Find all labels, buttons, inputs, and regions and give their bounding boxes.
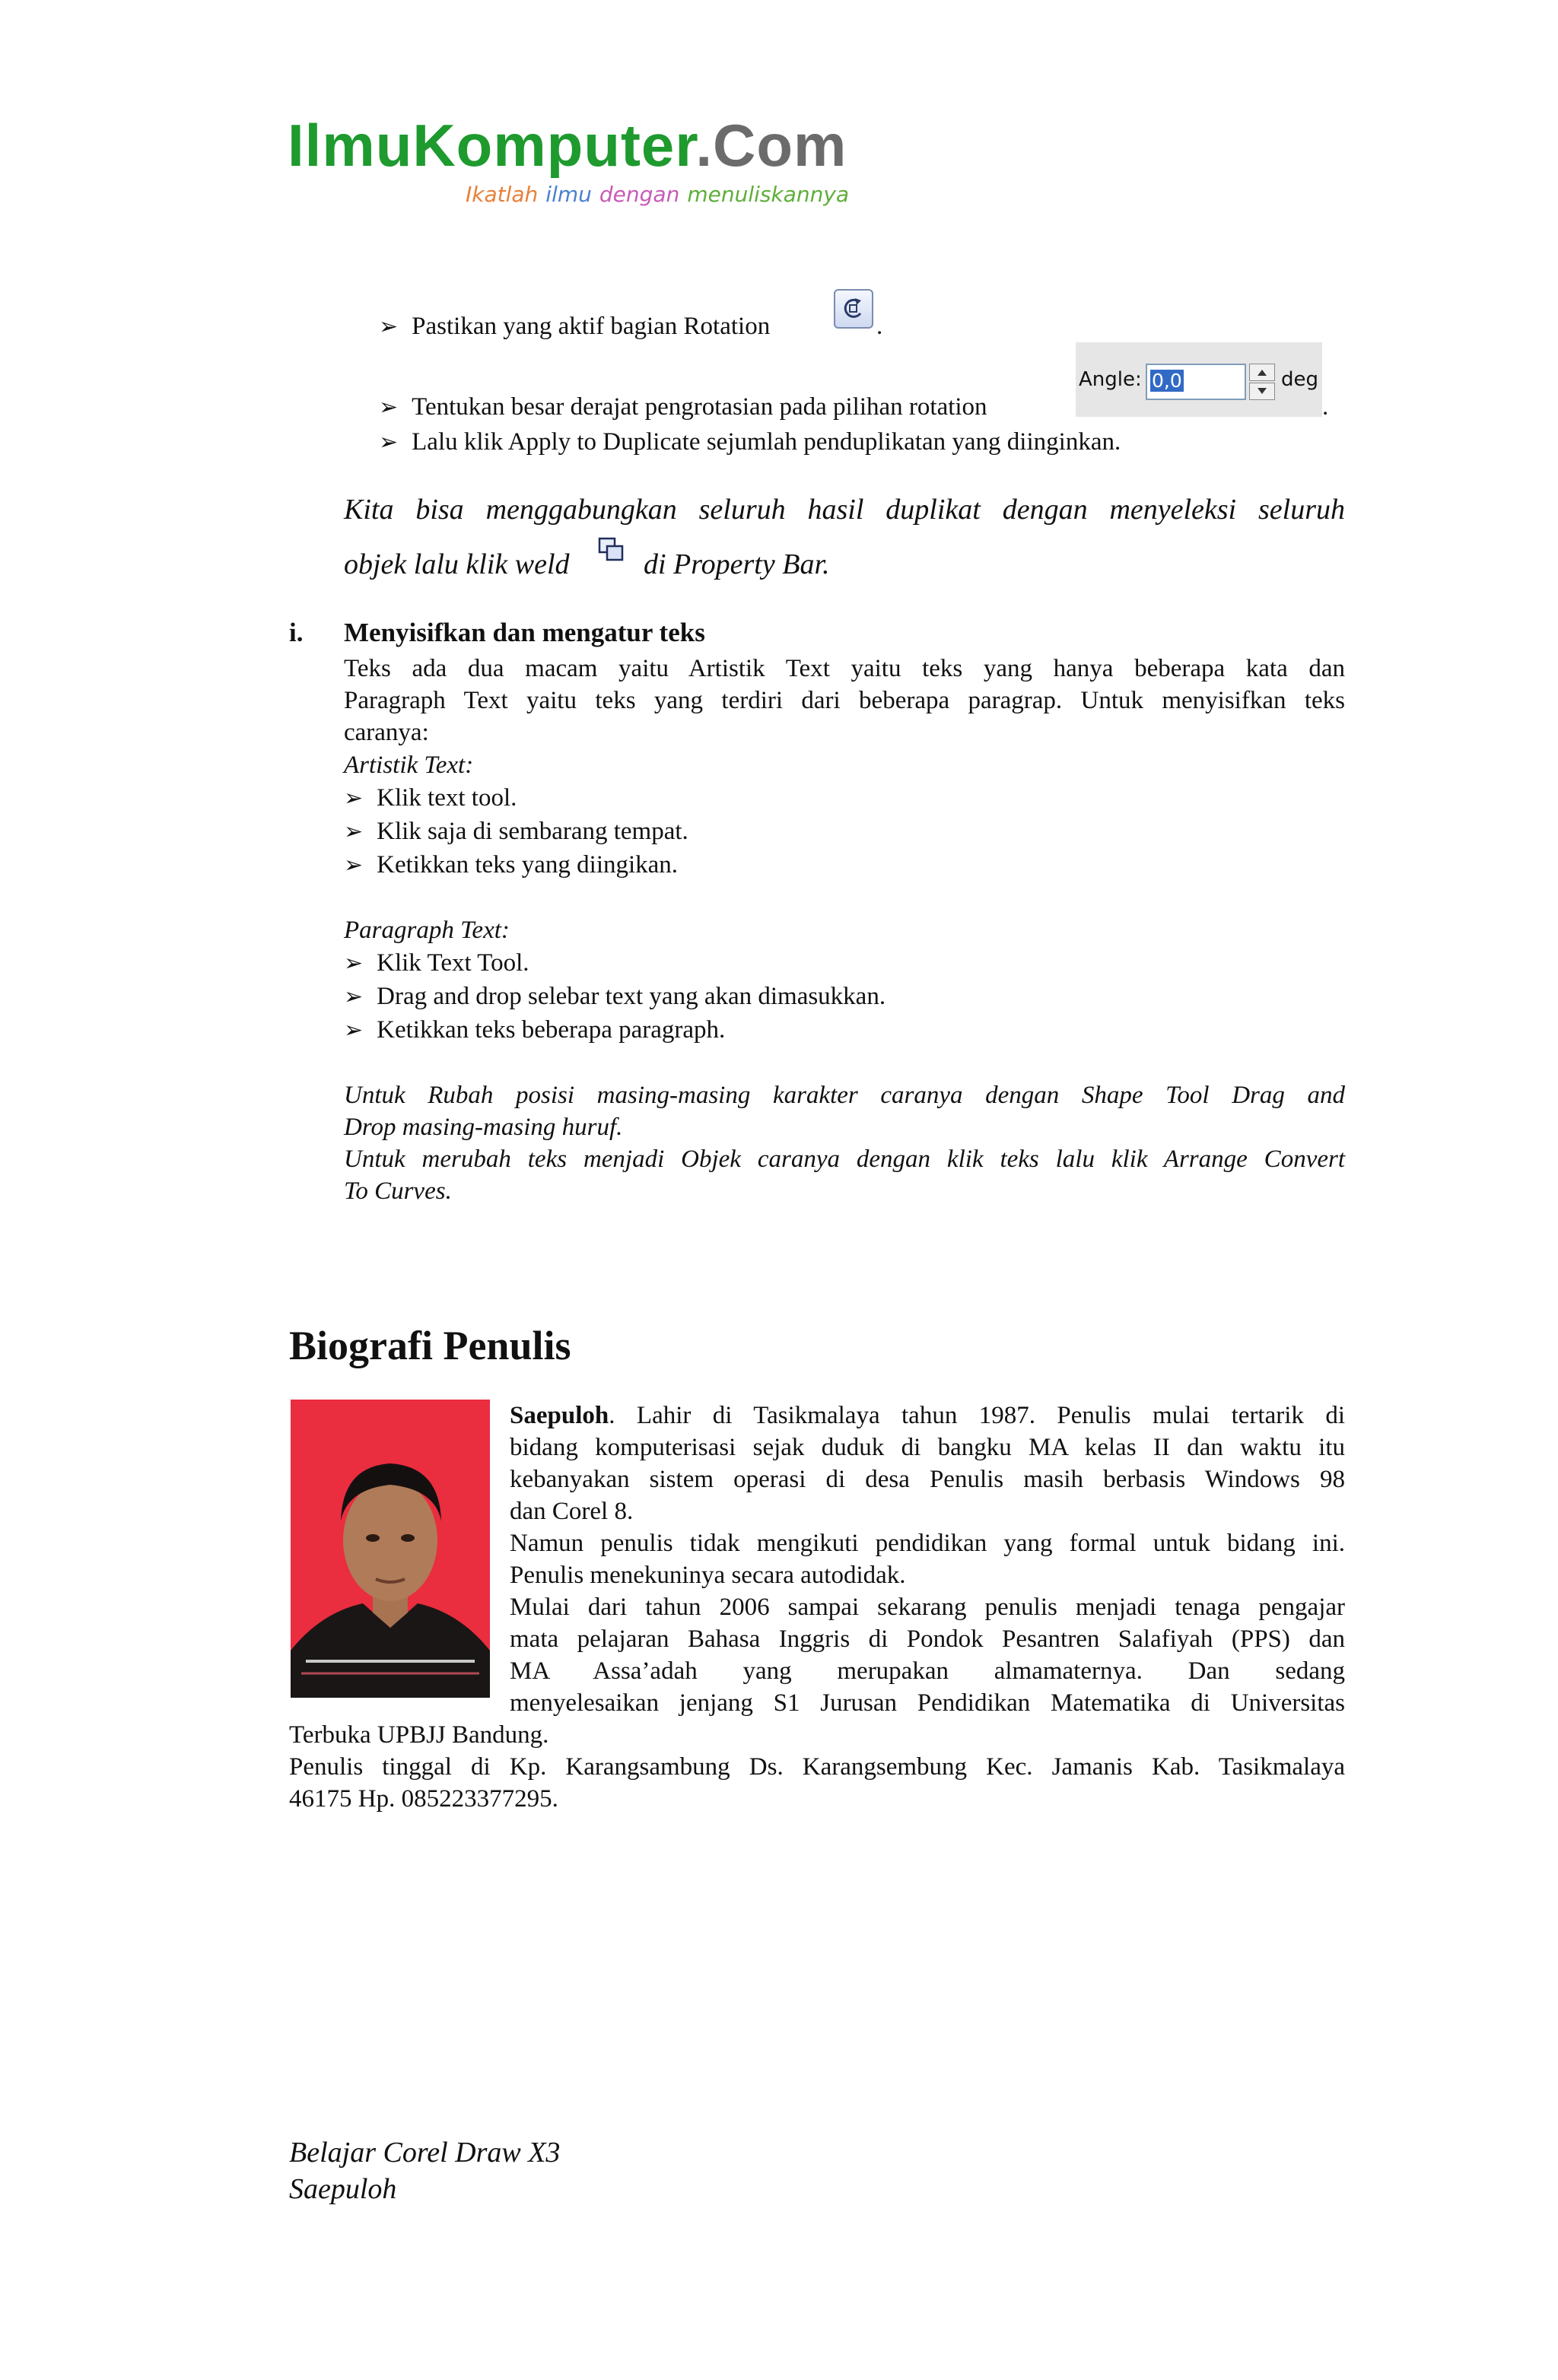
arrow-bullet-icon: ➢	[379, 430, 399, 455]
author-name: Saepuloh	[510, 1402, 609, 1429]
arrow-bullet-icon: ➢	[344, 1018, 364, 1043]
bio-line: Mulai dari tahun 2006 sampai sekarang penulis menjadi tenaga pengajar	[510, 1594, 1345, 1621]
weld-icon[interactable]	[595, 534, 628, 567]
bullet-suffix: .	[876, 313, 883, 340]
spin-up-button[interactable]	[1249, 364, 1275, 381]
arrow-bullet-icon: ➢	[344, 819, 364, 844]
list-item: ➢ Klik saja di sembarang tempat.	[344, 818, 688, 845]
intro-line: Teks ada dua macam yaitu Artistik Text yaitu teks yang hanya beberapa kata dan	[344, 655, 1345, 682]
bio-line: MA Assa’adah yang merupakan almamaternya. Dan sedang	[510, 1657, 1345, 1685]
arrow-bullet-icon: ➢	[344, 951, 364, 976]
bio-line: menyelesaikan jenjang S1 Jurusan Pendidikan Matematika di Universitas	[510, 1689, 1345, 1717]
bio-heading: Biografi Penulis	[289, 1323, 571, 1368]
bio-line: Saepuloh. Lahir di Tasikmalaya tahun 1987. Penulis mulai tertarik di	[510, 1402, 1345, 1429]
footer	[289, 2134, 560, 2207]
bio-line: Penulis tinggal di Kp. Karangsambung Ds. Karangsembung Kec. Jamanis Kab. Tasikmalaya	[289, 1753, 1345, 1781]
weld-note	[344, 491, 1345, 529]
artistic-title: Artistik Text:	[344, 751, 474, 779]
list-item: ➢ Ketikkan teks yang diingikan.	[344, 851, 679, 879]
bio-full-text	[289, 1719, 1345, 1815]
shape-tool-note	[344, 1079, 1345, 1207]
arrow-bullet-icon: ➢	[344, 984, 364, 1009]
weld-note-line-2-end: di Property Bar.	[644, 548, 830, 580]
note-line: Kita bisa menggabungkan seluruh hasil duplikat dengan menyeleksi seluruh	[344, 494, 1345, 526]
bio-line: 46175 Hp. 085223377295.	[289, 1785, 558, 1813]
angle-label: Angle:	[1079, 368, 1142, 391]
intro-line: Paragraph Text yaitu teks yang terdiri dari beberapa paragrap. Untuk menyisifkan teks	[344, 687, 1345, 714]
bio-line: mata pelajaran Bahasa Inggris di Pondok Pesantren Salafiyah (PPS) dan	[510, 1625, 1345, 1653]
footer-title: Belajar Corel Draw X3	[289, 2137, 561, 2169]
note-line: To Curves.	[344, 1177, 452, 1205]
list-item: ➢ Ketikkan teks beberapa paragraph.	[344, 1016, 726, 1044]
arrow-bullet-icon: ➢	[379, 314, 399, 339]
bio-line: Penulis menekuninya secara autodidak.	[510, 1562, 906, 1589]
paragraph-title: Paragraph Text:	[344, 917, 510, 944]
tagline-word: dengan	[599, 182, 680, 207]
logo-part-1: IlmuKomputer	[288, 112, 696, 179]
tagline-word: menuliskannya	[687, 182, 850, 207]
bullet-duplicate: ➢ Lalu klik Apply to Duplicate sejumlah penduplikatan yang diinginkan.	[379, 428, 1121, 456]
arrow-bullet-icon: ➢	[379, 395, 399, 420]
spin-down-button[interactable]	[1249, 383, 1275, 400]
arrow-bullet-icon: ➢	[344, 853, 364, 878]
note-line: Untuk merubah teks menjadi Objek caranya dengan klik teks lalu klik Arrange Convert	[344, 1146, 1345, 1173]
bio-line: Namun penulis tidak mengikuti pendidikan yang formal untuk bidang ini.	[510, 1530, 1345, 1557]
site-logo	[288, 112, 847, 179]
intro-line: caranya:	[344, 719, 429, 746]
section-intro	[344, 653, 1345, 748]
weld-note-line-2: objek lalu klik weld	[344, 548, 570, 580]
bio-line: dan Corel 8.	[510, 1498, 634, 1525]
author-photo	[291, 1400, 490, 1698]
logo-part-2: .Com	[695, 112, 847, 179]
angle-value: 0,0	[1152, 370, 1182, 392]
bio-line: kebanyakan sistem operasi di desa Penulis masih berbasis Windows 98	[510, 1466, 1345, 1493]
arrow-bullet-icon: ➢	[344, 786, 364, 811]
list-item: ➢ Klik text tool.	[344, 784, 517, 812]
list-item: ➢ Klik Text Tool.	[344, 949, 529, 977]
footer-author: Saepuloh	[289, 2173, 397, 2205]
logo-tagline	[466, 184, 857, 205]
section-marker: i.	[289, 618, 304, 647]
bio-side-text	[510, 1400, 1345, 1719]
bullet-angle: ➢ Tentukan besar derajat pengrotasian pada pilihan rotation	[379, 393, 987, 421]
note-line: Untuk Rubah posisi masing-masing karakter caranya dengan Shape Tool Drag and	[344, 1082, 1345, 1109]
angle-widget	[1076, 342, 1322, 417]
bio-line: bidang komputerisasi sejak duduk di bangku MA kelas II dan waktu itu	[510, 1434, 1345, 1461]
bio-line: Terbuka UPBJJ Bandung.	[289, 1721, 549, 1749]
angle-input[interactable]	[1146, 364, 1246, 400]
angle-unit: deg	[1281, 368, 1319, 391]
bullet-suffix: .	[1322, 393, 1329, 421]
bullet-rotation: ➢ Pastikan yang aktif bagian Rotation	[379, 313, 771, 340]
list-item: ➢ Drag and drop selebar text yang akan dimasukkan.	[344, 983, 886, 1010]
tagline-word: ilmu	[545, 182, 592, 207]
tagline-word: Ikatlah	[466, 182, 539, 207]
section-heading: Menyisifkan dan mengatur teks	[344, 618, 705, 647]
note-line: Drop masing-masing huruf.	[344, 1114, 623, 1141]
rotation-icon[interactable]	[834, 289, 873, 329]
